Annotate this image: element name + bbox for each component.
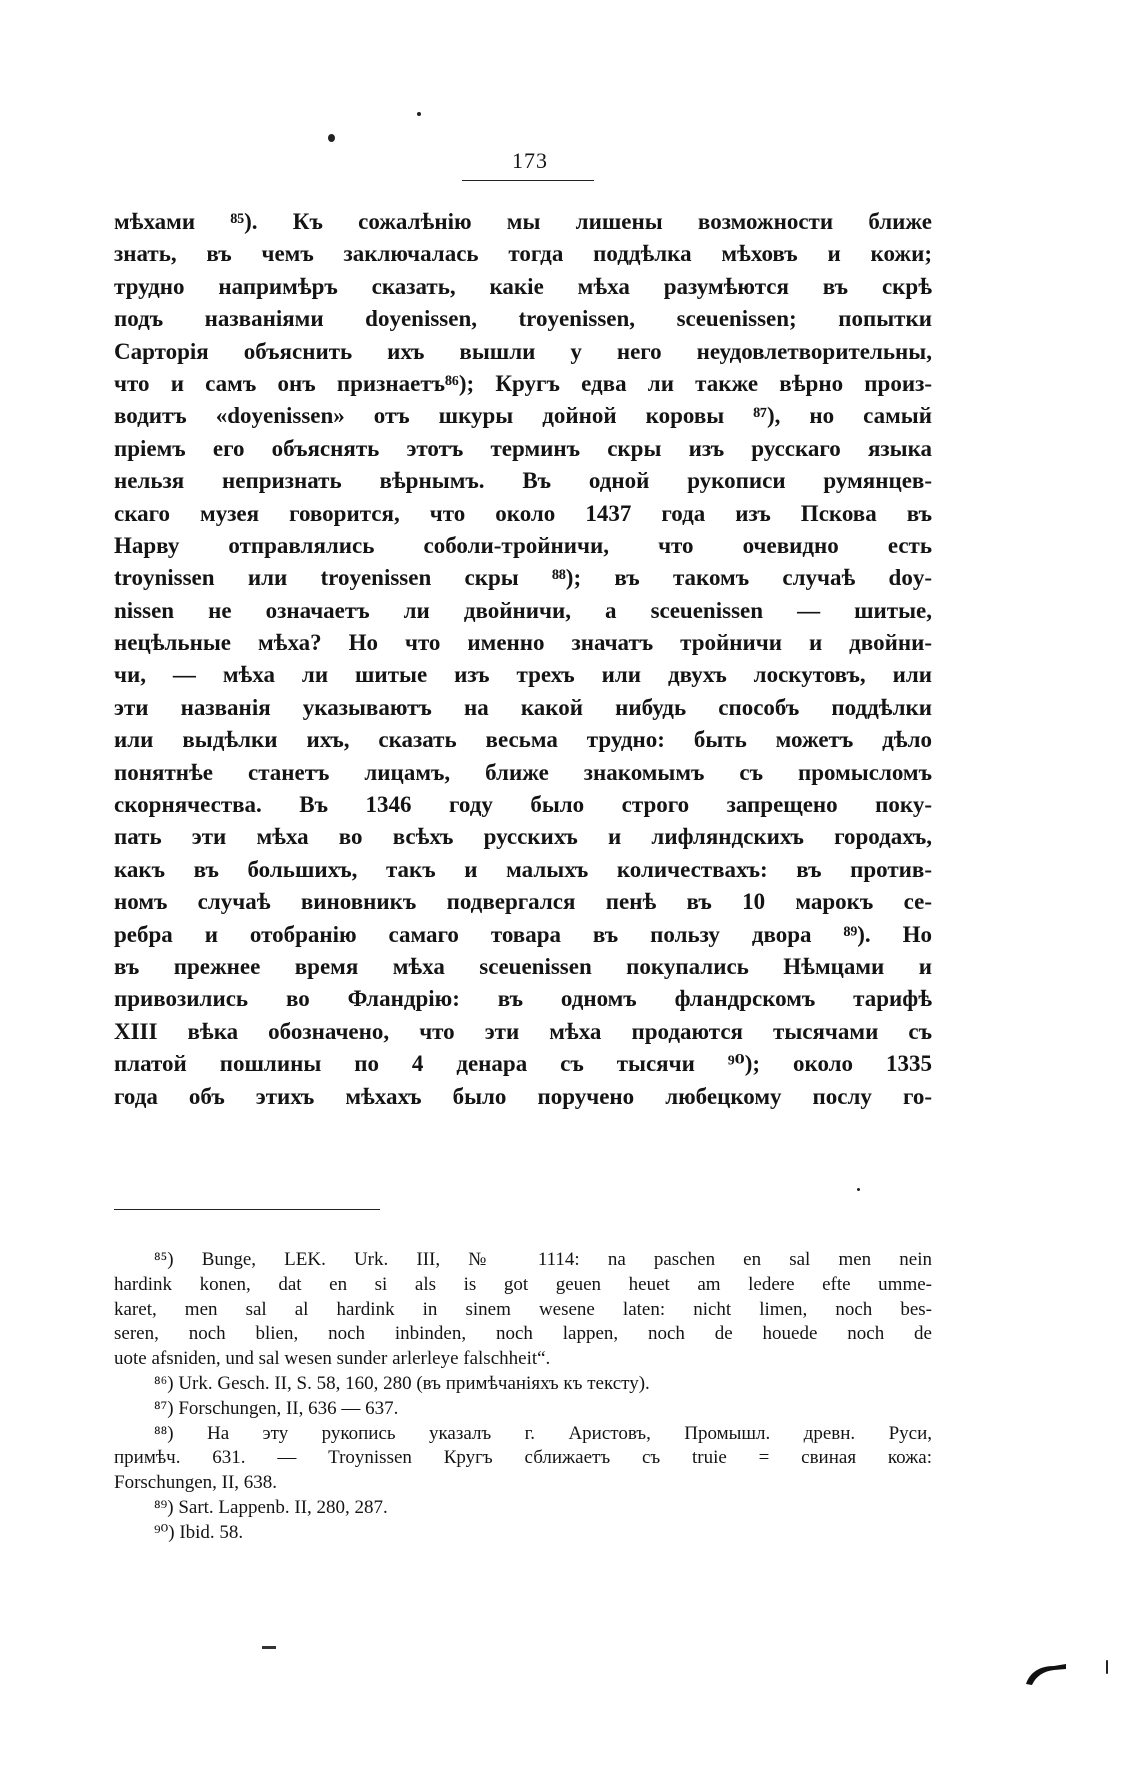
body-line: troynissen или troyenissen скры ⁸⁸); въ такомъ случаѣ doy- bbox=[114, 565, 932, 591]
body-line: пріемъ его объяснять этотъ терминъ скры изъ русскаго языка bbox=[114, 435, 932, 461]
body-line: подъ названіями doyenissen, troyenissen, sceuenissen; попытки bbox=[114, 306, 932, 332]
page-number-rule bbox=[462, 180, 594, 181]
body-line: нецѣльные мѣха? Но что именно значатъ тройничи и двойни- bbox=[114, 630, 932, 656]
body-line: водитъ «doyenissen» отъ шкуры дойной коровы ⁸⁷), но самый bbox=[114, 403, 932, 429]
footnote-87: ⁸⁷) Forschungen, II, 636 — 637. bbox=[154, 1397, 399, 1419]
footnote-85-line: uote afsniden, und sal wesen sunder arlerleye falschheit“. bbox=[114, 1348, 551, 1370]
body-line: эти названія указываютъ на какой нибудь способъ поддѣлки bbox=[114, 694, 932, 720]
body-line: что и самъ онъ признаетъ⁸⁶); Кругъ едва ли также вѣрно произ- bbox=[114, 370, 932, 396]
footnote-85-line: hardink konen, dat en si als is got geuen heuet am ledere efte umme- bbox=[114, 1273, 932, 1295]
stray-dash-mark bbox=[262, 1646, 276, 1649]
stray-tick-margin bbox=[1106, 1660, 1108, 1674]
body-line: мѣхами ⁸⁵). Къ сожалѣнію мы лишены возможности ближе bbox=[114, 209, 932, 234]
body-line: знать, въ чемъ заключалась тогда поддѣлка мѣховъ и кожи; bbox=[114, 241, 932, 267]
footnotes bbox=[114, 1248, 932, 1546]
footnote-85-line: ⁸⁵) Bunge, LEK. Urk. III, № 1114: na paschen en sal men nein bbox=[154, 1249, 932, 1270]
body-line: XIII вѣка обозначено, что эти мѣха продаются тысячами съ bbox=[114, 1018, 932, 1044]
stray-dot-bullet bbox=[328, 134, 335, 142]
footnote-85-line: karet, men sal al hardink in sinem wesene laten: nicht limen, noch bes- bbox=[114, 1298, 932, 1320]
body-line: какъ въ большихъ, такъ и малыхъ количествахъ: въ против- bbox=[114, 856, 932, 882]
body-line: или выдѣлки ихъ, сказать весьма трудно: быть можетъ дѣло bbox=[114, 727, 932, 753]
footnote-90: ⁹⁰) Ibid. 58. bbox=[154, 1521, 244, 1543]
footnote-88-line: ⁸⁸) На эту рукопись указалъ г. Аристовъ, Промышл. древн. Руси, bbox=[154, 1422, 932, 1444]
stray-dot-margin bbox=[857, 1188, 860, 1191]
body-line: номъ случаѣ виновникъ подвергался пенѣ въ 10 марокъ се- bbox=[114, 889, 932, 915]
footnote-separator bbox=[114, 1209, 380, 1210]
footnote-88-line: примѣч. 631. — Troynissen Кругъ сближаетъ съ truie = свиная кожа: bbox=[114, 1447, 932, 1469]
main-text bbox=[114, 206, 932, 1113]
body-line: скаго музея говорится, что около 1437 года изъ Пскова въ bbox=[114, 500, 932, 526]
body-line: чи, — мѣха ли шитые изъ трехъ или двухъ лоскутовъ, или bbox=[114, 662, 932, 688]
footnote-85-line: seren, noch blien, noch inbinden, noch lappen, noch de houede noch de bbox=[114, 1323, 932, 1345]
footnote-88-line: Forschungen, II, 638. bbox=[114, 1472, 278, 1494]
body-line: Сарторія объяснить ихъ вышли у него неудовлетворительны, bbox=[114, 338, 932, 364]
body-line: Нарву отправлялись соболи-тройничи, что очевидно есть bbox=[114, 532, 932, 558]
footnote-86: ⁸⁶) Urk. Gesch. II, S. 58, 160, 280 (въ примѣчаніяхъ къ тексту). bbox=[154, 1372, 650, 1394]
ink-mark-icon bbox=[1022, 1662, 1070, 1686]
body-line: nissen не означаетъ ли двойничи, а sceuenissen — шитые, bbox=[114, 597, 932, 623]
body-line: въ прежнее время мѣха sceuenissen покупались Нѣмцами и bbox=[114, 953, 932, 979]
page-number: 173 bbox=[512, 148, 548, 173]
body-line: трудно напримѣръ сказать, какіе мѣха разумѣются въ скрѣ bbox=[114, 273, 932, 299]
body-line: понятнѣе станетъ лицамъ, ближе знакомымъ съ промысломъ bbox=[114, 759, 932, 785]
body-line: нельзя непризнать вѣрнымъ. Въ одной рукописи румянцев- bbox=[114, 468, 932, 494]
footnote-89: ⁸⁹) Sart. Lappenb. II, 280, 287. bbox=[154, 1496, 388, 1518]
body-line: платой пошлины по 4 денара съ тысячи ⁹⁰); около 1335 bbox=[114, 1051, 932, 1077]
body-line: скорнячества. Въ 1346 году было строго запрещено поку- bbox=[114, 792, 932, 818]
body-line: привозились во Фландрію: въ одномъ фландрскомъ тарифѣ bbox=[114, 986, 932, 1012]
body-line: пать эти мѣха во всѣхъ русскихъ и лифляндскихъ городахъ, bbox=[114, 824, 932, 850]
body-line: года объ этихъ мѣхахъ было поручено любецкому послу го- bbox=[114, 1083, 932, 1109]
body-line: ребра и отобранію самаго товара въ пользу двора ⁸⁹). Но bbox=[114, 921, 932, 947]
stray-dot-top bbox=[417, 112, 421, 116]
